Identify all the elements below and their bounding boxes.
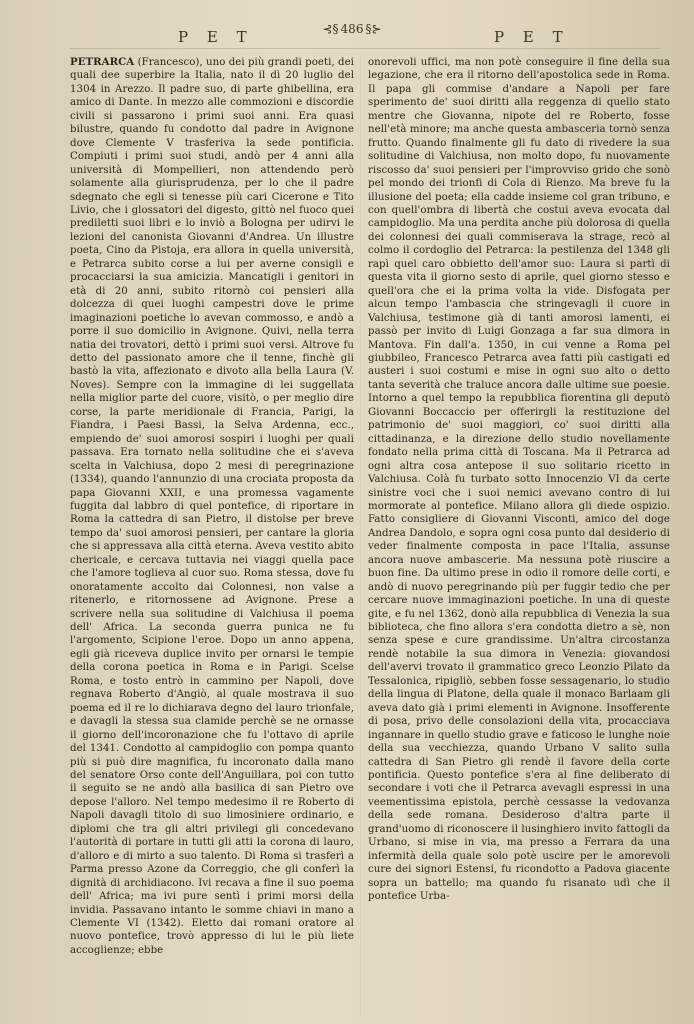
entry-lemma: PETRARCA — [70, 56, 135, 68]
ornament-left-icon: ⊰§ — [322, 22, 339, 36]
right-column-text: onorevoli uffici, ma non potè conseguire il fine della sua legazione, che era il ritorno dell'apostolica sede in Roma. Il papa gli commise d'andare a Napoli per fare sperimento de' suoi diritti alla reggenza di quello stato mentre che Giovanna, nipote del re Roberto, fosse nell'età minore; ma anche questa ambasceria tornò senza frutto. Quando finalmente gli fu dato di rivedere la sua solitudine di Valchiusa, non molto dopo, fu nuovamente riscosso da' suoi pensieri per l'improvviso grido che sonò pel mondo dei trionfi di Cola di Rienzo. Ma breve fu la illusione del poeta; ella cadde insieme col gran tribuno, e con quell'ombra di libertà che costui aveva evocata dal campidoglio. Ma una perdita anche più dolorosa di quella dei colonnesi dei quali commiserava la strage, recò al colmo il cordoglio del Petrarca: la pestilenza del 1348 gli rapì quel caro obbietto dell'amor suo: Laura si partì di questa vita il giorno sesto di aprile, quel giorno stesso e quell'ora che ei la prima volta la vide. Disfogata per alcun tempo l'ambascia che stringevagli il cuore in Valchiusa, testimone già di tanti amorosi lamenti, ei passò per invito di Luigi Gonzaga a far sua dimora in Mantova. Fin dall'a. 1350, in cui venne a Roma pel giubbileo, Francesco Petrarca avea fatti più castigati ed austeri i suoi costumi e mise in ogni suo alto o detto tanta severità che traluce ancora dalle ultime sue poesie. Intorno a quel tempo la repubblica fiorentina gli deputò Giovanni Boccaccio per offerirgli la restituzione del patrimonio de' suoi maggiori, co' suoi diritti alla cittadinanza, e la direzione dello studio novellamente fondato nella prima città di Toscana. Ma il Petrarca ad ogni altra cosa antepose il suo solitario ricetto in Valchiusa. Colà fu turbato sotto Innocenzio VI da certe sinistre voci che i suoi nemici avevano contro di lui mormorate al pontefice. Milano allora gli diede ospizio. Fatto consigliere di Giovanni Visconti, amico del doge Andrea Dandolo, e sopra ogni cosa punto dal desiderio di veder finalmente composta in pace l'Italia, assunse ancora nuove ambascerie. Ma nessuna potè riuscire a buon fine. Da ultimo prese in odio il romore delle corti, e andò di nuovo peregrinando più per fuggir tedio che per cercare nuove immaginazioni poetiche. In una di queste gite, e fu nel 1362, donò alla repubblica di Venezia la sua biblioteca, che fino allora s'era condotta dietro a sè, non senza spese e cure grandissime. Un'altra circostanza rendè notabile la sua dimora in Venezia: giovandosi dell'avervi trovato il grammatico greco Leonzio Pilato da Tessalonica, ripigliò, sebben fosse sessagenario, lo studio della lingua di Platone, della quale il monaco Barlaam gli aveva dato già i primi elementi in Avignone. Insofferente di posa, privo delle consolazioni della vita, procacciava ingannare in quello studio grave e faticoso le lunghe noie della sua vecchiezza, quando Urbano V salito sulla cattedra di San Pietro gli rendè il favore della corte pontificia. Questo pontefice s'era al fine deliberato di secondare i voti che il Petrarca avevagli espressi in una veementissima epistola, perchè cessasse la vedovanza della sede romana. Desideroso d'altra parte il grand'uomo di riconoscere il lusinghiero invito fattogli da Urbano, si mise in via, ma presso a Ferrara da una infermità della quale solo potè uscire per le amorevoli cure dei signori Estensi, fu ricondotto a Padova giacente sopra un battello; ma quando fu risanato udì che il pontefice Urba- — [368, 57, 670, 903]
left-column — [70, 56, 354, 957]
left-column-paragraph — [70, 56, 354, 957]
column-gutter — [360, 56, 361, 1016]
running-head-left: P E T — [178, 28, 254, 46]
header-rule — [70, 48, 660, 49]
running-head-right: P E T — [494, 28, 570, 46]
right-column — [368, 56, 670, 904]
page-number-block — [322, 22, 382, 37]
entry-lemma-gloss: (Francesco), — [137, 57, 203, 68]
ornament-right-icon: §⊱ — [365, 22, 382, 36]
left-column-text: uno dei più grandi poeti, dei quali dee superbire la Italia, nato il dì 20 luglio del 1304 in Arezzo. Il padre suo, di parte ghibellina, era amico di Dante. In mezzo alle commozioni e discordie civili si passarono i primi suoi anni. Era quasi bilustre, quando fu condotto dal padre in Avignone dove Clemente V trasferiva la sede pontificia. Compiuti i primi suoi studi, andò per 4 anni alla università di Mompellieri, non attendendo però solamente alla giurisprudenza, per lo che il padre sdegnato che egli si tenesse più cari Cicerone e Tito Livio, che i glossatori del digesto, gittò nel fuoco quei prediletti suoi libri e lo inviò a Bologna per udirvi le lezioni del canonista Giovanni d'Andrea. Un illustre poeta, Cino da Pistoja, era allora in quella università, e Petrarca subito corse a lui per averne consigli e procacciarsi la sua amicizia. Mancatigli i genitori in età di 20 anni, subito ritornò coi pensieri alla dolcezza di quei luoghi campestri dove le prime imaginazioni poetiche lo avevan commosso, e andò a porre il suo domicilio in Avignone. Quivi, nella terra natia dei trovatori, dettò i primi suoi versi. Altrove fu detto del passionato amore che il tenne, finchè gli bastò la vita, affezionato e divoto alla bella Laura (V. Noves). Sempre con la immagine di lei suggellata nella miglior parte del cuore, visitò, o per meglio dire corse, la parte meridionale di Francia, Parigi, la Fiandra, i Paesi Bassi, la Selva Ardenna, ecc., empiendo de' suoi amorosi sospiri i luoghi per quali passava. Era tornato nella solitudine che ei s'aveva scelta in Valchiusa, dopo 2 mesi di peregrinazione (1334), quando l'annunzio di una crociata proposta da papa Giovanni XXII, e una promessa vagamente fuggita dal labbro di quel pontefice, di riportare in Roma la cattedra di san Pietro, il distolse per breve tempo da' suoi amorosi pensieri, per cantare la gloria che si appressava alla città eterna. Aveva vestito abito chericale, e cercava tuttavia nei viaggi quella pace che l'amore toglieva al cuor suo. Roma stessa, dove fu onoratamente accolto dai Colonnesi, non valse a ritenerlo, e ritornossene ad Avignone. Prese a scrivere nella sua solitudine di Valchiusa il poema dell' Africa. La seconda guerra punica ne fu l'argomento, Scipione l'eroe. Dopo un anno appena, egli già riceveva duplice invito per ornarsi le tempie della corona poetica in Roma e in Parigi. Scelse Roma, e tosto entrò in cammino per Napoli, dove regnava Roberto d'Angiò, al quale mostrava il suo poema ed il re lo dichiarava degno del lauro trionfale, e davagli la stessa sua clamide perchè se ne ornasse il giorno dell'incoronazione che fu l'ottavo di aprile del 1341. Condotto al campidoglio con pompa quanto più si può dire magnifica, fu incoronato dalla mano del senatore Orso conte dell'Anguillara, poi con tutto il seguito se ne andò alla basilica di san Pietro ove depose l'alloro. Nel tempo medesimo il re Roberto di Napoli davagli titolo di suo limosiniere ordinario, e diplomi che tra gli altri privilegi gli concedevano l'autorità di portare in tutti gli atti la corona di lauro, d'alloro e di mirto a suo talento. Di Roma si trasferì a Parma presso Azone da Correggio, che gli conferì la dignità di archidiacono. Ivi recava a fine il suo poema dell' Africa; ma ivi pure sentì i primi morsi della invidia. Passavano intanto le somme chiavi in mano a Clemente VI (1342). Eletto dai romani oratore al nuovo pontefice, trovò appresso di lui le più liete accoglienze; ebbe — [70, 57, 354, 956]
page-number: 486 — [340, 22, 364, 36]
